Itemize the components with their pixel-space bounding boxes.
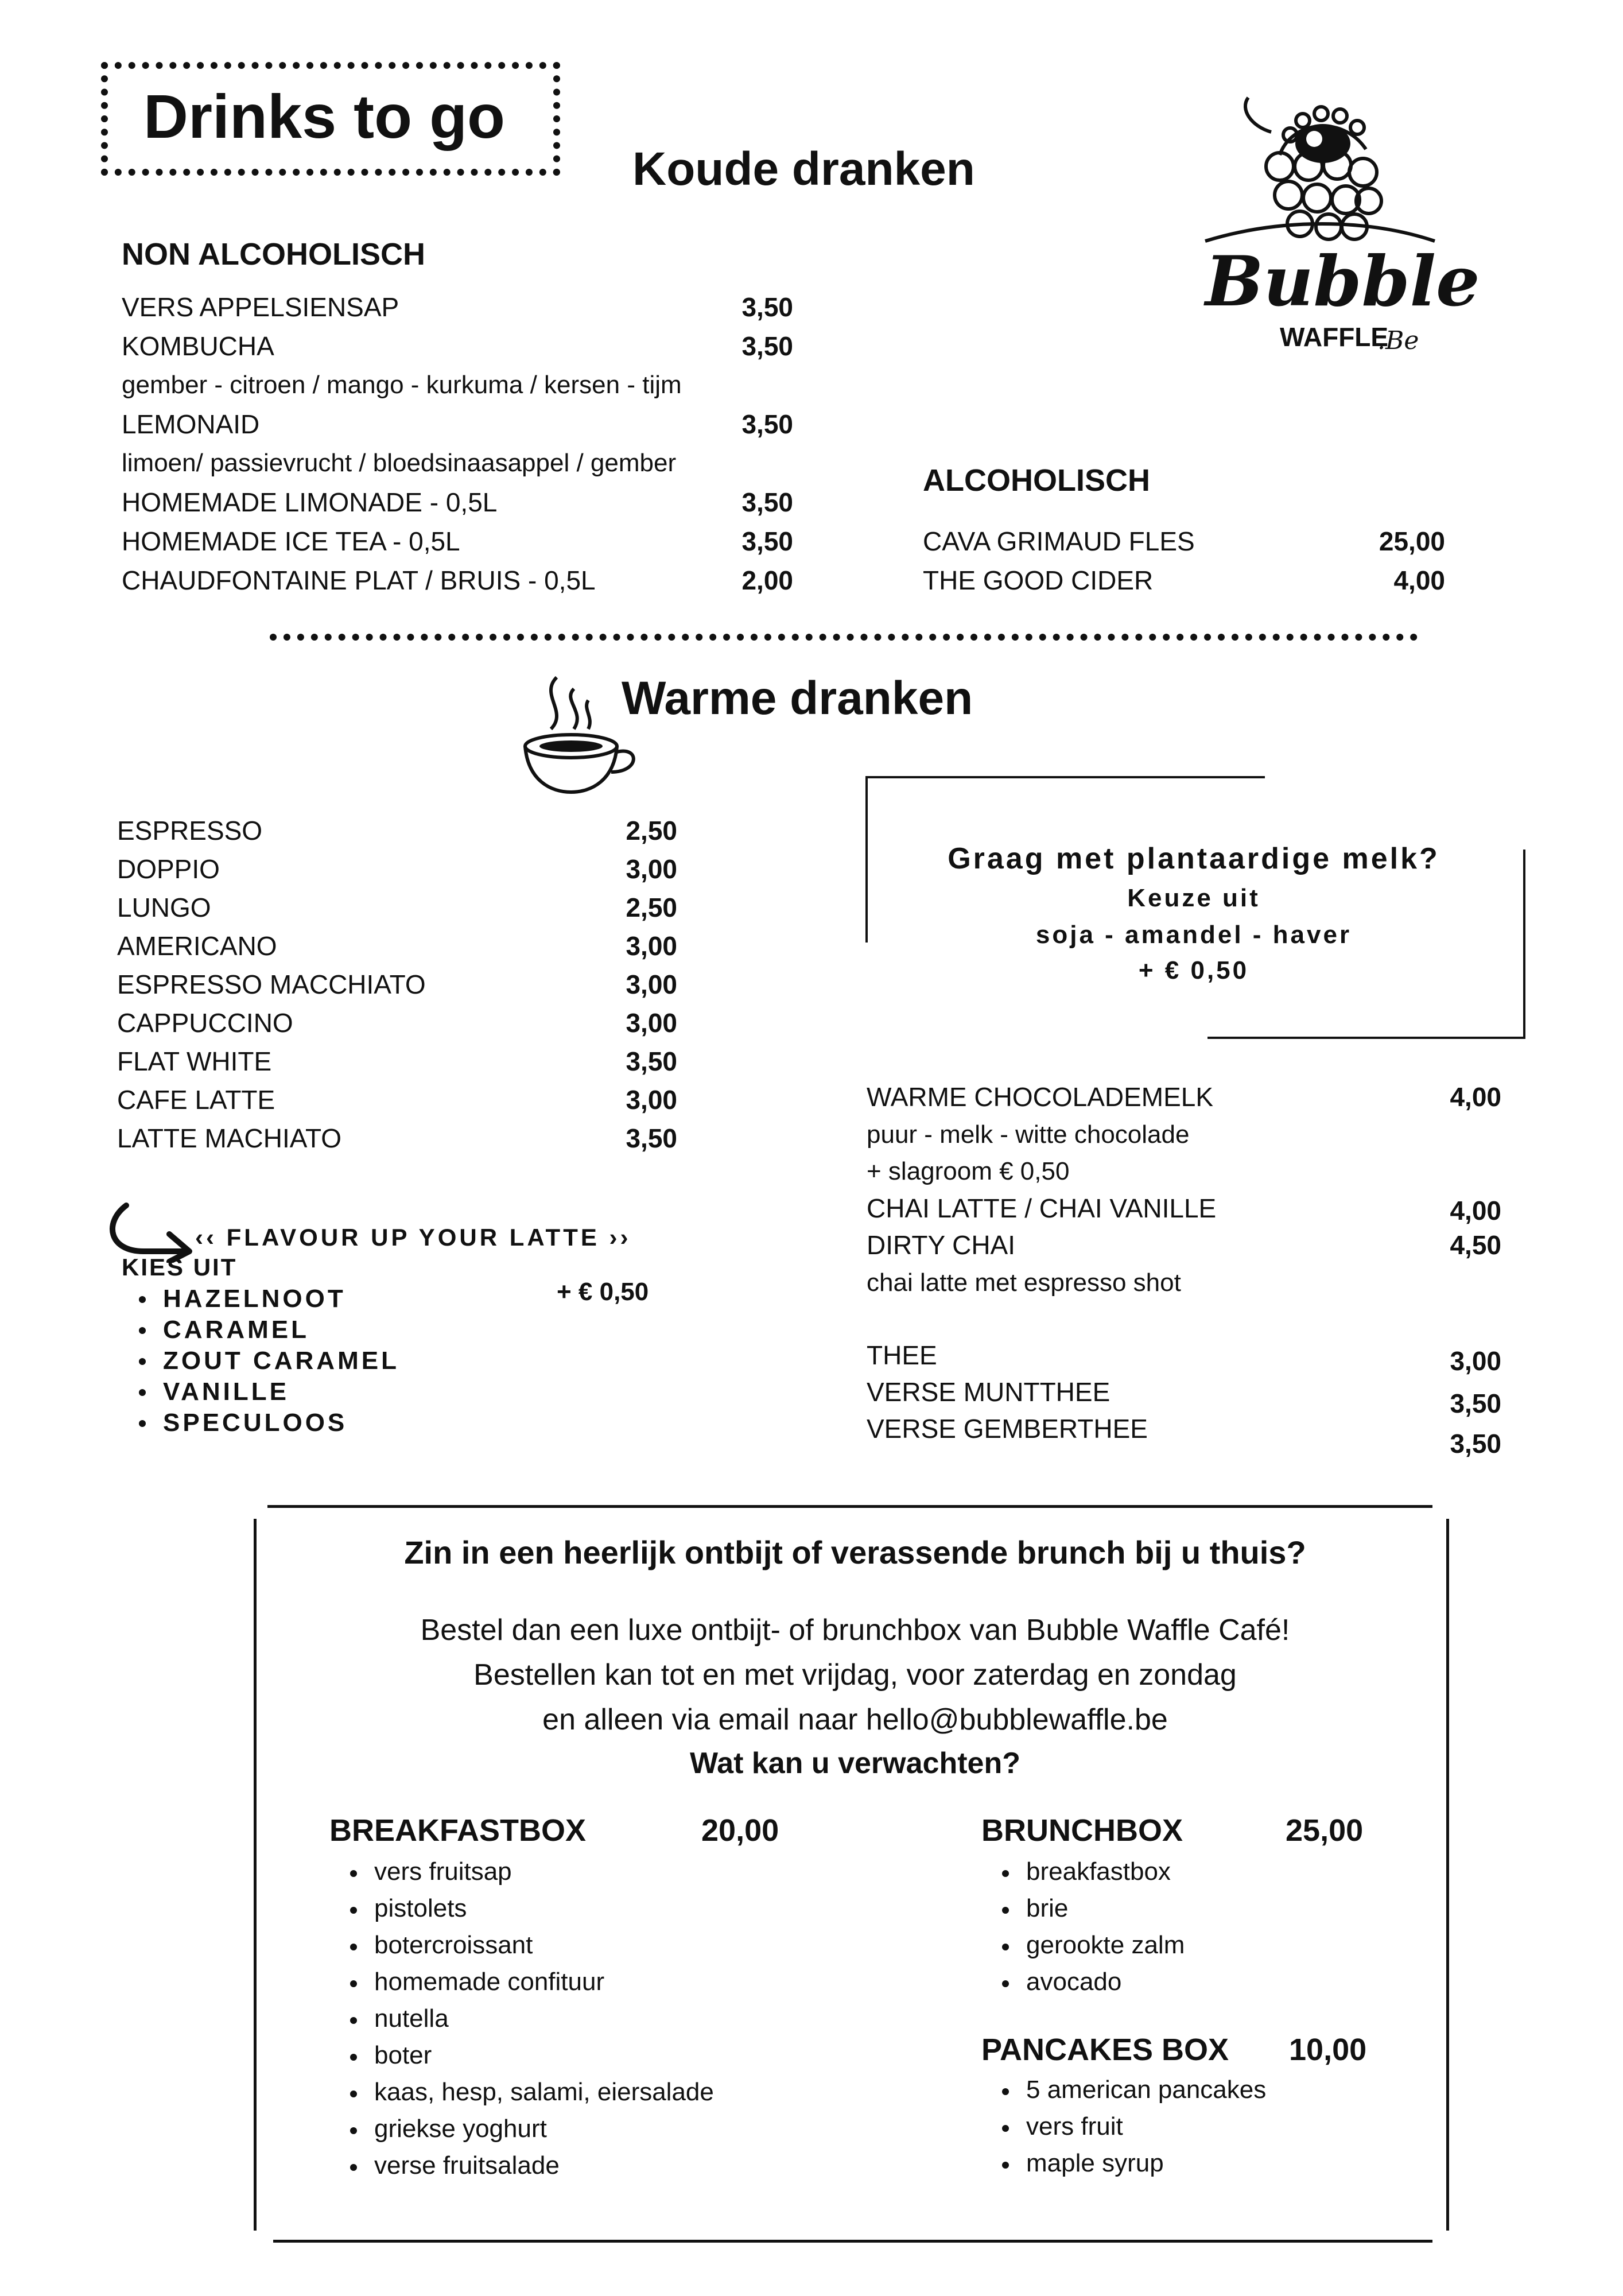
item-price: 3,50 <box>1450 1429 1501 1459</box>
item-name: HOMEMADE ICE TEA - 0,5L <box>122 526 460 556</box>
brunch-info-line: Bestel dan een luxe ontbijt- of brunchbox van Bubble Waffle Café! <box>420 1614 1290 1647</box>
item-price: 3,00 <box>626 931 677 961</box>
item-price: 2,50 <box>626 816 677 846</box>
menu-item-row <box>117 969 677 1007</box>
plant-milk-line: Keuze uit <box>1127 884 1260 912</box>
item-name: VERSE GEMBERTHEE <box>867 1414 1148 1444</box>
menu-item-row <box>867 1413 1501 1459</box>
brunch-heading: Zin in een heerlijk ontbijt of verassende brunch bij u thuis? <box>404 1534 1306 1570</box>
plant-milk-line: soja - amandel - haver <box>1035 921 1352 949</box>
flavour-list <box>131 1285 399 1440</box>
item-price: 3,50 <box>626 1046 677 1076</box>
item-price: 3,50 <box>626 1123 677 1153</box>
item-name: KOMBUCHA <box>122 331 274 361</box>
menu-item-row <box>122 409 793 447</box>
item-name: CHAUDFONTAINE PLAT / BRUIS - 0,5L <box>122 565 596 595</box>
item-name: LATTE MACHIATO <box>117 1123 342 1153</box>
list-item: ZOUT CARAMEL <box>131 1347 399 1378</box>
list-item: verse fruitsalade <box>342 2151 714 2188</box>
pancakesbox-price: 10,00 <box>1289 2033 1367 2067</box>
item-name: FLAT WHITE <box>117 1046 272 1076</box>
pancakesbox-title: PANCAKES BOX <box>981 2033 1229 2067</box>
item-note: gember - citroen / mango - kurkuma / kersen - tijm <box>122 371 682 399</box>
brunch-info-line: Bestellen kan tot en met vrijdag, voor zaterdag en zondag <box>473 1658 1237 1692</box>
menu-item-row <box>117 854 677 891</box>
list-item: vers fruit <box>994 2112 1266 2149</box>
warm-drinks-title: Warme dranken <box>622 672 973 724</box>
item-price: 2,00 <box>741 565 793 595</box>
menu-item-row <box>867 1193 1501 1231</box>
logo-suffix: .Be <box>1377 326 1419 355</box>
menu-item-row <box>867 1081 1501 1119</box>
brunch-info-line: en alleen via email naar hello@bubblewaffle.be <box>542 1703 1168 1736</box>
item-name: VERS APPELSIENSAP <box>122 292 399 322</box>
item-note: limoen/ passievrucht / bloedsinaasappel / gember <box>122 449 677 477</box>
list-item: griekse yoghurt <box>342 2115 714 2151</box>
item-name: HOMEMADE LIMONADE - 0,5L <box>122 487 498 517</box>
item-price: 4,00 <box>1450 1196 1501 1225</box>
item-name: DIRTY CHAI <box>867 1230 1016 1260</box>
menu-item-row <box>117 892 677 930</box>
breakfastbox-title: BREAKFASTBOX <box>329 1813 587 1848</box>
box-line <box>273 2240 1432 2243</box>
flavour-title: ‹‹ FLAVOUR UP YOUR LATTE ›› <box>195 1224 631 1251</box>
item-name: AMERICANO <box>117 931 277 961</box>
item-price: 3,00 <box>626 1008 677 1038</box>
menu-item-row <box>122 565 793 603</box>
menu-item-row <box>122 331 793 369</box>
item-price: 3,50 <box>741 292 793 322</box>
list-item: avocado <box>994 1968 1185 2004</box>
item-note: puur - melk - witte chocolade <box>867 1120 1190 1149</box>
item-name: VERSE MUNTTHEE <box>867 1377 1111 1407</box>
page-title: Drinks to go <box>143 82 506 151</box>
cold-drinks-title: Koude dranken <box>632 143 975 195</box>
item-price: 4,00 <box>1450 1082 1501 1112</box>
brunch-question: Wat kan u verwachten? <box>690 1747 1020 1780</box>
item-name: CAFE LATTE <box>117 1085 275 1115</box>
menu-item-row <box>867 1230 1501 1267</box>
brunchbox-title: BRUNCHBOX <box>981 1813 1183 1848</box>
list-item: 5 american pancakes <box>994 2076 1266 2112</box>
box-line <box>1207 1037 1525 1039</box>
item-price: 3,00 <box>626 854 677 884</box>
pancakesbox-list <box>994 2076 1266 2186</box>
plant-milk-title: Graag met plantaardige melk? <box>948 842 1440 875</box>
item-name: THE GOOD CIDER <box>923 565 1154 595</box>
menu-item-row <box>122 487 793 525</box>
box-line <box>1446 1519 1449 2231</box>
menu-item-row <box>867 1376 1501 1418</box>
list-item: homemade confituur <box>342 1968 714 2004</box>
item-price: 3,50 <box>741 487 793 517</box>
menu-item-row <box>923 526 1445 564</box>
menu-item-row <box>117 1084 677 1122</box>
item-price: 3,00 <box>626 969 677 999</box>
list-item: SPECULOOS <box>131 1409 399 1440</box>
list-item: CARAMEL <box>131 1316 399 1347</box>
list-item: maple syrup <box>994 2149 1266 2186</box>
menu-item-row <box>923 565 1445 603</box>
list-item: breakfastbox <box>994 1857 1185 1894</box>
menu-item-row <box>867 1340 1501 1378</box>
list-item: brie <box>994 1894 1185 1931</box>
logo-wordmark: Bubble <box>1205 241 1480 322</box>
menu-item-row <box>122 292 793 329</box>
item-price: 4,00 <box>1393 565 1445 595</box>
item-price: 4,50 <box>1450 1230 1501 1260</box>
flavour-choose-label: KIES UIT <box>122 1254 238 1281</box>
item-name: ESPRESSO MACCHIATO <box>117 969 426 999</box>
item-price: 3,50 <box>1450 1389 1501 1418</box>
item-name: WARME CHOCOLADEMELK <box>867 1082 1214 1112</box>
menu-item-row <box>117 1123 677 1161</box>
breakfastbox-list <box>342 1857 714 2188</box>
box-line <box>1523 850 1525 1039</box>
list-item: VANILLE <box>131 1378 399 1409</box>
list-item: kaas, hesp, salami, eiersalade <box>342 2078 714 2115</box>
brunchbox-list <box>994 1857 1185 2004</box>
bubble-waffle-mascot-icon <box>1194 86 1446 258</box>
item-name: LEMONAID <box>122 409 260 439</box>
item-name: CHAI LATTE / CHAI VANILLE <box>867 1193 1217 1223</box>
flavour-price: + € 0,50 <box>557 1278 649 1306</box>
list-item: vers fruitsap <box>342 1857 714 1894</box>
menu-item-row <box>117 815 677 853</box>
list-item: nutella <box>342 2004 714 2041</box>
item-note: + slagroom € 0,50 <box>867 1157 1070 1185</box>
item-name: ESPRESSO <box>117 816 263 846</box>
breakfastbox-price: 20,00 <box>701 1813 779 1848</box>
item-price: 3,50 <box>741 409 793 439</box>
box-line <box>865 776 868 943</box>
box-line <box>267 1505 1432 1508</box>
menu-item-row <box>122 526 793 564</box>
plant-milk-line: + € 0,50 <box>1138 956 1249 984</box>
item-price: 2,50 <box>626 893 677 922</box>
item-name: DOPPIO <box>117 854 220 884</box>
item-price: 3,50 <box>741 526 793 556</box>
menu-item-row <box>117 1046 677 1084</box>
logo-subword: WAFFLE <box>1280 322 1389 352</box>
item-note: chai latte met espresso shot <box>867 1269 1181 1297</box>
bubble-waffle-logo <box>1194 86 1480 362</box>
item-name: CAVA GRIMAUD FLES <box>923 526 1195 556</box>
alcoholic-title: ALCOHOLISCH <box>923 463 1150 498</box>
item-name: CAPPUCCINO <box>117 1008 293 1038</box>
list-item: boter <box>342 2041 714 2078</box>
menu-item-row <box>117 930 677 968</box>
item-price: 3,50 <box>741 331 793 361</box>
box-line <box>254 1519 257 2231</box>
item-name: THEE <box>867 1340 937 1370</box>
item-price: 3,00 <box>1450 1346 1501 1376</box>
box-line <box>865 776 1265 778</box>
list-item: gerookte zalm <box>994 1931 1185 1968</box>
section-divider <box>270 634 1418 641</box>
list-item: botercroissant <box>342 1931 714 1968</box>
list-item: HAZELNOOT <box>131 1285 399 1316</box>
non-alcoholic-title: NON ALCOHOLISCH <box>122 237 425 272</box>
item-price: 25,00 <box>1379 526 1445 556</box>
item-price: 3,00 <box>626 1085 677 1115</box>
list-item: pistolets <box>342 1894 714 1931</box>
brunchbox-price: 25,00 <box>1286 1813 1364 1848</box>
menu-item-row <box>117 1007 677 1045</box>
item-name: LUNGO <box>117 893 211 922</box>
